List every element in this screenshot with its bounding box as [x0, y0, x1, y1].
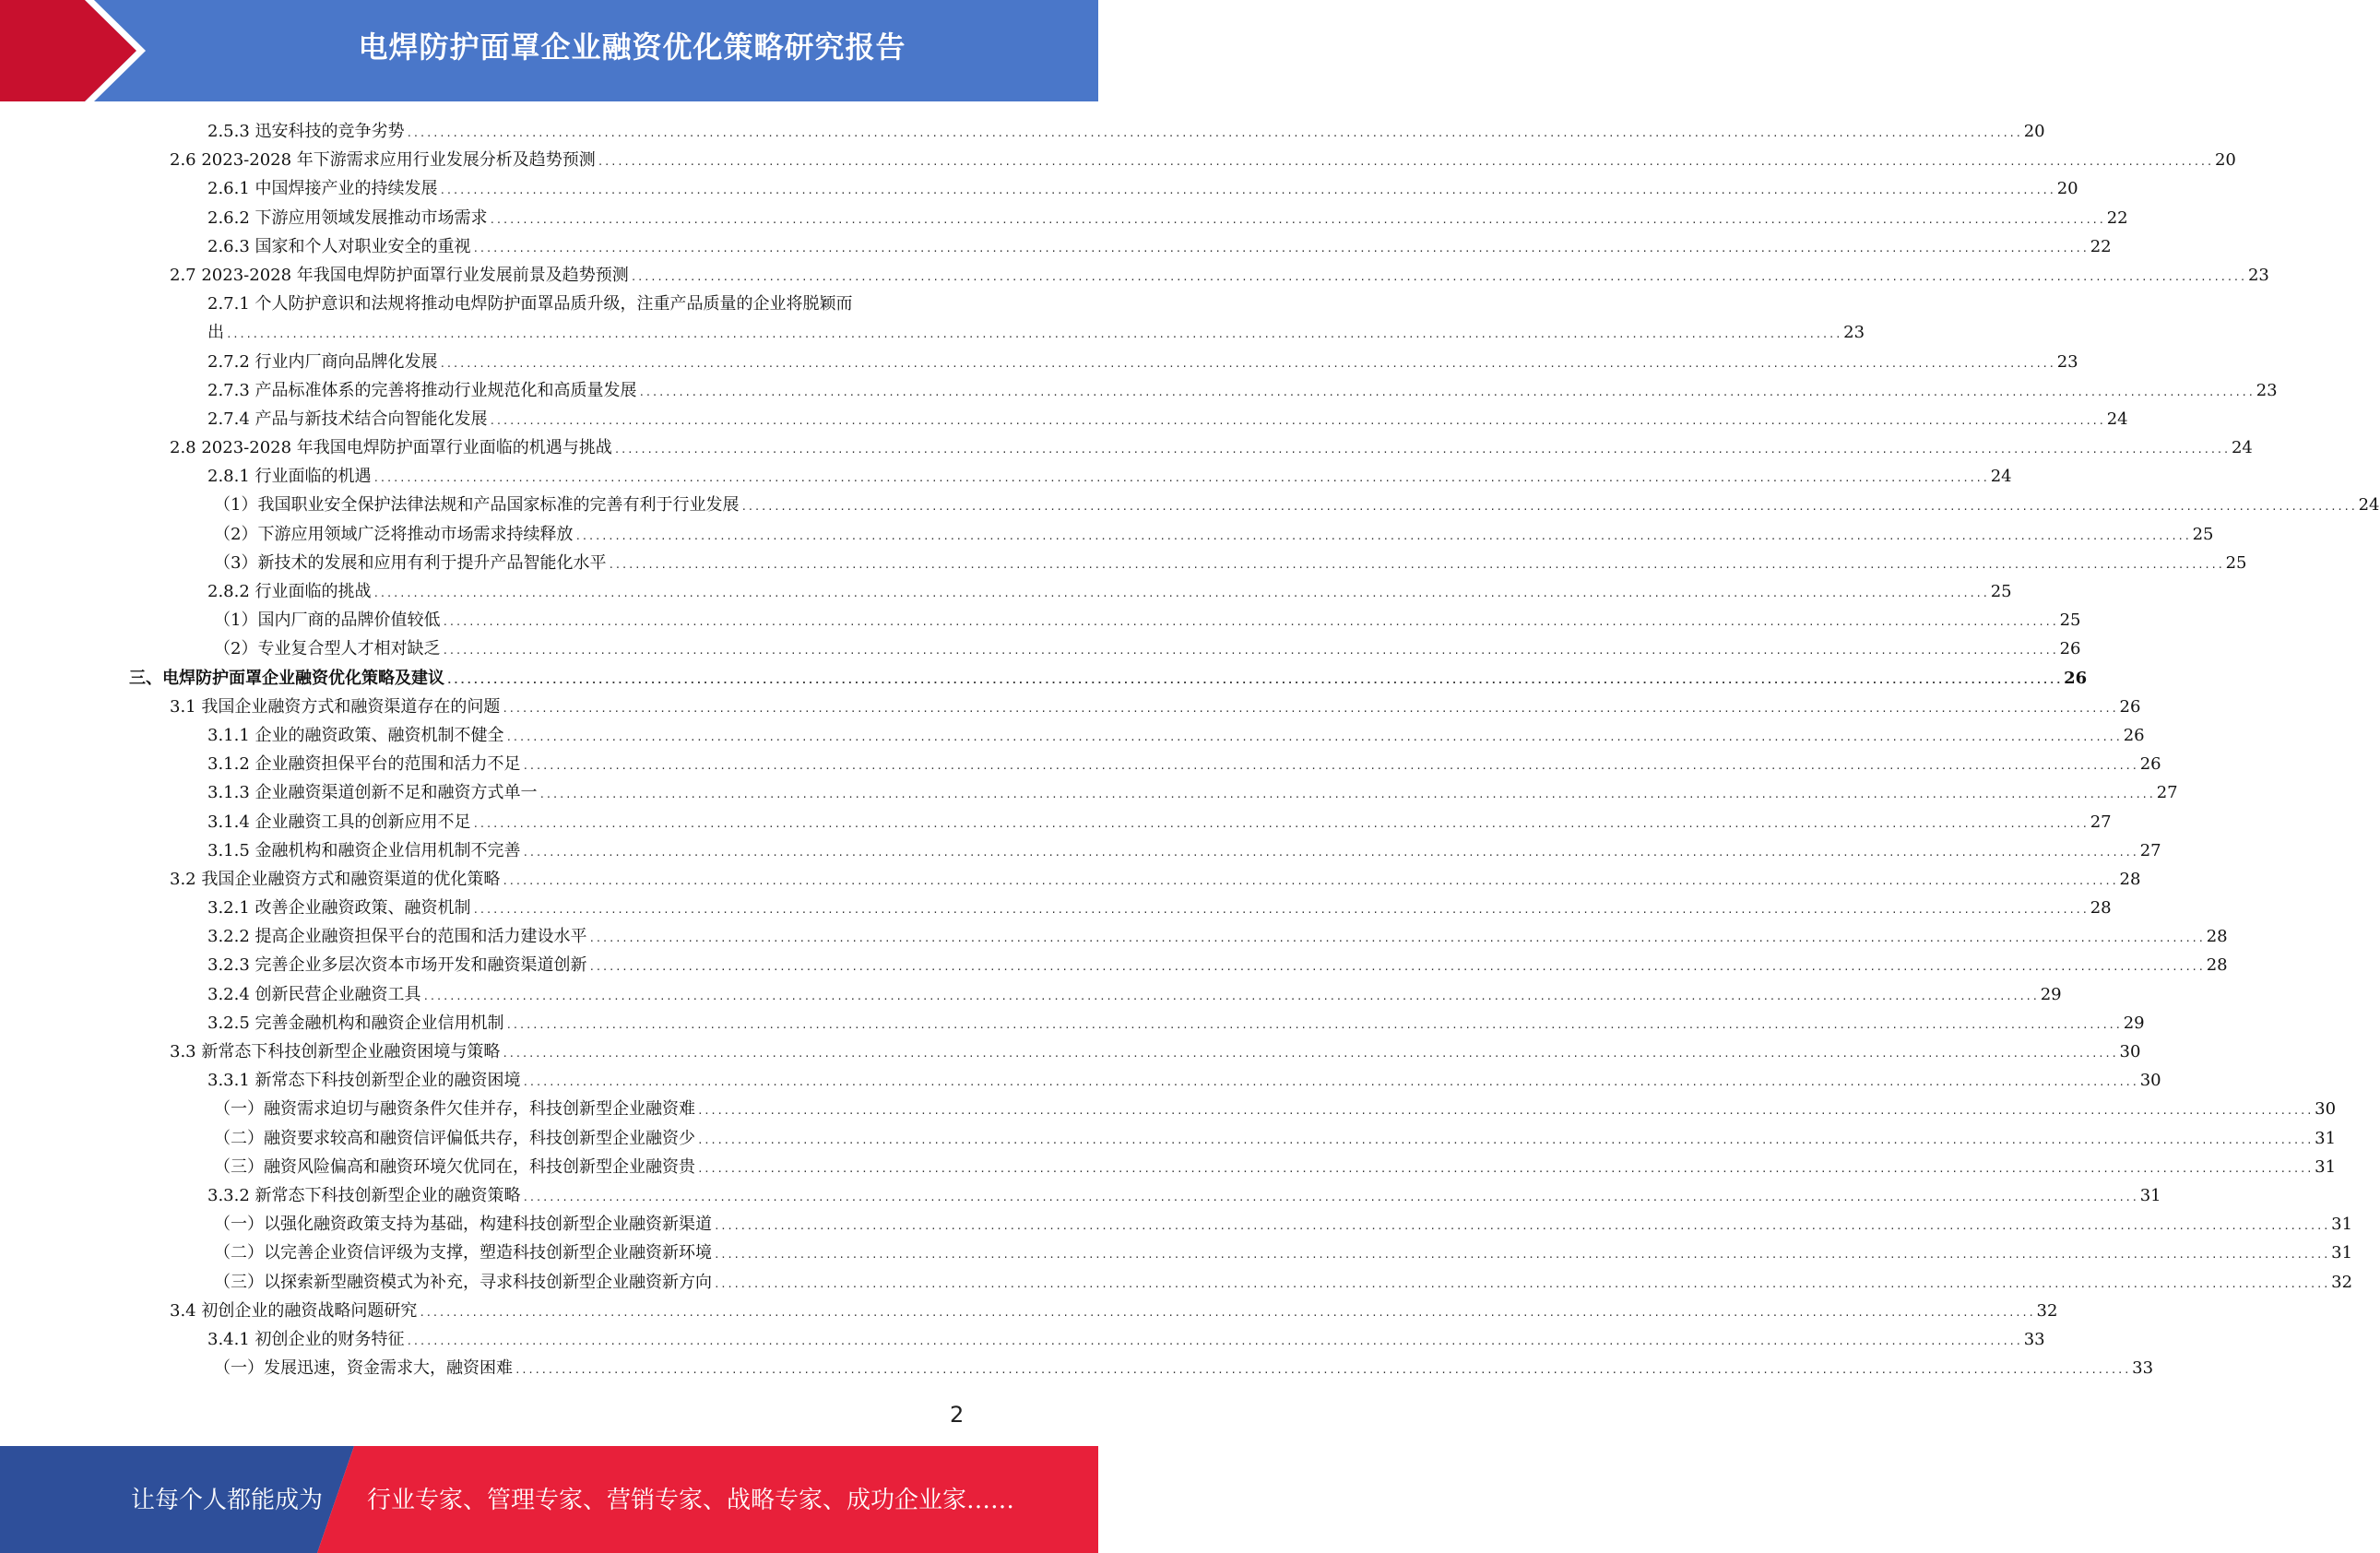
toc-entry-label: （一）融资需求迫切与融资条件欠佳并存，科技创新型企业融资难 — [214, 1099, 695, 1120]
toc-entry[interactable] — [129, 1037, 2141, 1066]
toc-page-number: 30 — [2119, 1042, 2141, 1061]
toc-dot-leader — [697, 1095, 2313, 1125]
toc-dot-leader — [473, 232, 2089, 263]
toc-page-number: 31 — [2331, 1243, 2353, 1263]
toc-page-number: 24 — [1990, 467, 2012, 487]
toc-entry-label: 2.7 2023-2028 年我国电焊防护面罩行业发展前景及趋势预测 — [170, 265, 629, 285]
toc-entry[interactable] — [129, 520, 2214, 549]
toc-dot-leader — [423, 980, 2039, 1011]
toc-entry[interactable] — [129, 836, 2161, 865]
toc-dot-leader — [515, 1354, 2130, 1384]
toc-dot-leader — [523, 750, 2138, 780]
toc-entry-label: 2.7.1 个人防护意识和法规将推动电焊防护面罩品质升级，注重产品质量的企业将脱颖而 — [207, 294, 853, 314]
toc-dot-leader — [506, 1009, 2122, 1039]
toc-dot-leader — [608, 549, 2223, 579]
toc-dot-leader — [714, 1239, 2329, 1269]
toc-dot-leader — [442, 634, 2057, 665]
toc-dot-leader — [490, 204, 2105, 234]
toc-entry[interactable] — [129, 491, 2380, 519]
toc-dot-leader — [473, 894, 2089, 924]
toc-entry-label: 3.3.1 新常态下科技创新型企业的融资困境 — [207, 1071, 521, 1091]
toc-page-number: 26 — [2119, 696, 2141, 717]
toc-entry[interactable] — [129, 348, 2078, 376]
toc-entry[interactable] — [129, 980, 2062, 1009]
toc-entry[interactable] — [129, 261, 2269, 290]
toc-entry[interactable] — [129, 951, 2228, 979]
toc-entry[interactable] — [129, 721, 2145, 750]
toc-dot-leader — [502, 1037, 2117, 1068]
toc-dot-leader — [226, 318, 1841, 349]
toc-page-number: 31 — [2331, 1215, 2353, 1235]
toc-dot-leader — [589, 922, 2205, 953]
toc-dot-leader — [614, 433, 2230, 464]
toc-dot-leader — [502, 865, 2117, 895]
toc-entry[interactable] — [129, 1297, 2058, 1325]
toc-entry[interactable] — [129, 1268, 2353, 1297]
toc-entry-label: 2.6.3 国家和个人对职业安全的重视 — [207, 236, 471, 256]
toc-entry-label: 3.3.2 新常态下科技创新型企业的融资策略 — [207, 1185, 521, 1205]
toc-entry[interactable] — [129, 1354, 2154, 1382]
toc-entry-label: （2）下游应用领域广泛将推动市场需求持续释放 — [214, 524, 574, 544]
toc-entry-label: 3.1.3 企业融资渠道创新不足和融资方式单一 — [207, 783, 538, 803]
toc-page-number: 26 — [2139, 754, 2161, 775]
toc-entry[interactable] — [129, 1325, 2045, 1354]
toc-page-number: 25 — [2225, 552, 2247, 573]
toc-entry[interactable] — [129, 808, 2112, 836]
toc-entry[interactable] — [129, 1124, 2337, 1153]
toc-dot-leader — [419, 1297, 2034, 1327]
toc-entry[interactable] — [129, 232, 2112, 261]
toc-entry-label: 3.4.1 初创企业的财务特征 — [207, 1329, 405, 1349]
toc-dot-leader — [714, 1210, 2329, 1240]
toc-entry[interactable] — [129, 894, 2112, 922]
toc-page-number: 31 — [2315, 1156, 2337, 1177]
toc-entry[interactable] — [129, 1210, 2353, 1239]
toc-entry[interactable] — [129, 634, 2081, 663]
toc-page-number: 25 — [2059, 611, 2081, 631]
toc-entry-label: 3.1 我国企业融资方式和融资渠道存在的问题 — [170, 696, 501, 717]
toc-entry[interactable] — [129, 549, 2247, 577]
toc-entry[interactable] — [129, 922, 2228, 951]
toc-page-number: 27 — [2156, 783, 2178, 803]
toc-dot-leader — [631, 261, 2246, 291]
toc-dot-leader — [574, 520, 2190, 551]
toc-entry[interactable] — [129, 204, 2128, 232]
toc-page-number: 25 — [2192, 524, 2214, 544]
toc-entry-label: （一）发展迅速，资金需求大，融资困难 — [214, 1358, 513, 1379]
toc-dot-leader — [373, 462, 1989, 492]
header-title: 电焊防护面罩企业融资优化策略研究报告 — [358, 30, 906, 65]
toc-entry-label: （1）国内厂商的品牌价值较低 — [214, 611, 441, 631]
toc-entry[interactable] — [129, 405, 2128, 433]
toc-entry-label: 出 — [207, 323, 224, 343]
toc-entry[interactable] — [129, 606, 2081, 634]
toc-dot-leader — [697, 1124, 2313, 1155]
toc-dot-leader — [490, 405, 2105, 435]
toc-page-number: 22 — [2106, 207, 2128, 228]
toc-page-number: 20 — [2056, 179, 2078, 199]
toc-entry-label: 3.2.4 创新民营企业融资工具 — [207, 984, 421, 1004]
toc-entry[interactable] — [129, 376, 2278, 405]
toc-page-number: 23 — [2256, 380, 2278, 400]
toc-entry-label: 3.1.4 企业融资工具的创新应用不足 — [207, 812, 471, 832]
toc-page-number: 24 — [2358, 495, 2380, 516]
toc-entry-label: 2.8.2 行业面临的挑战 — [207, 582, 372, 601]
toc-dot-leader — [440, 174, 2055, 205]
toc-entry-label: 2.7.2 行业内厂商向品牌化发展 — [207, 351, 438, 372]
toc-dot-leader — [407, 117, 2022, 148]
toc-dot-leader — [714, 1268, 2329, 1298]
toc-page-number: 33 — [2132, 1358, 2154, 1379]
toc-entry-label: 3.2 我国企业融资方式和融资渠道的优化策略 — [170, 869, 501, 889]
toc-entry-label: 3.2.2 提高企业融资担保平台的范围和活力建设水平 — [207, 927, 587, 947]
toc-entry[interactable] — [129, 664, 2088, 693]
toc-dot-leader — [473, 808, 2089, 838]
toc-dot-leader — [523, 1181, 2138, 1212]
toc-page-number: 27 — [2090, 812, 2112, 832]
toc-dot-leader — [523, 1066, 2138, 1097]
toc-entry[interactable] — [129, 1066, 2161, 1095]
toc-page-number: 29 — [2040, 984, 2062, 1004]
toc-entry-label: 2.6.1 中国焊接产业的持续发展 — [207, 179, 438, 199]
toc-entry-label: 3.1.2 企业融资担保平台的范围和活力不足 — [207, 754, 521, 775]
toc-entry[interactable] — [129, 750, 2161, 778]
toc-entry[interactable] — [129, 146, 2236, 174]
toc-page-number: 28 — [2119, 869, 2141, 889]
toc-page-number: 31 — [2139, 1185, 2161, 1205]
toc-entry-label: （1）我国职业安全保护法律法规和产品国家标准的完善有利于行业发展 — [214, 495, 740, 516]
toc-page-number: 28 — [2090, 898, 2112, 919]
toc-entry-label: 3.3 新常态下科技创新型企业融资困境与策略 — [170, 1042, 501, 1061]
page-number: 2 — [950, 1402, 965, 1428]
page-header — [0, 0, 1098, 101]
toc-page-number: 20 — [2214, 150, 2236, 171]
toc-entry[interactable] — [129, 577, 2012, 606]
toc-dot-leader — [502, 693, 2117, 723]
toc-page-number: 24 — [2106, 409, 2128, 429]
toc-entry[interactable] — [129, 433, 2253, 462]
table-of-contents — [129, 117, 2380, 1382]
toc-entry[interactable] — [129, 117, 2045, 146]
toc-page-number: 28 — [2206, 927, 2228, 947]
toc-entry-label: （二）以完善企业资信评级为支撑，塑造科技创新型企业融资新环境 — [214, 1243, 712, 1263]
toc-entry-label: （3）新技术的发展和应用有利于提升产品智能化水平 — [214, 552, 607, 573]
toc-entry-label: 3.2.1 改善企业融资政策、融资机制 — [207, 898, 471, 919]
toc-entry-label: （三）以探索新型融资模式为补充，寻求科技创新型企业融资新方向 — [214, 1272, 712, 1292]
toc-entry[interactable] — [129, 1009, 2145, 1037]
toc-dot-leader — [539, 778, 2155, 809]
toc-dot-leader — [697, 1153, 2313, 1183]
toc-entry[interactable] — [129, 778, 2178, 807]
toc-page-number: 26 — [2059, 639, 2081, 659]
toc-entry[interactable] — [129, 462, 2012, 491]
toc-entry-label: 3.1.1 企业的融资政策、融资机制不健全 — [207, 725, 504, 745]
toc-entry[interactable] — [129, 318, 1865, 347]
toc-page-number: 32 — [2331, 1272, 2353, 1292]
toc-entry-label: （2）专业复合型人才相对缺乏 — [214, 639, 441, 659]
toc-page-number: 33 — [2023, 1329, 2045, 1349]
page-footer — [0, 1446, 1098, 1553]
toc-dot-leader — [442, 606, 2057, 636]
toc-entry-label: （一）以强化融资政策支持为基础，构建科技创新型企业融资新渠道 — [214, 1215, 712, 1235]
toc-page-number: 29 — [2123, 1013, 2145, 1033]
toc-dot-leader — [373, 577, 1989, 608]
toc-dot-leader — [598, 146, 2213, 176]
toc-entry-label: 2.6.2 下游应用领域发展推动市场需求 — [207, 207, 488, 228]
toc-page-number: 23 — [1843, 323, 1865, 343]
toc-page-number: 30 — [2315, 1099, 2337, 1120]
toc-dot-leader — [589, 951, 2205, 981]
toc-entry-label: （二）融资要求较高和融资信评偏低共存，科技创新型企业融资少 — [214, 1128, 695, 1148]
toc-entry[interactable] — [129, 693, 2141, 721]
toc-entry-label: 3.4 初创企业的融资战略问题研究 — [170, 1300, 418, 1321]
toc-entry-label: （三）融资风险偏高和融资环境欠优同在，科技创新型企业融资贵 — [214, 1156, 695, 1177]
footer-slogan-right: 行业专家、管理专家、营销专家、战略专家、成功企业家…… — [367, 1487, 1015, 1514]
toc-dot-leader — [440, 348, 2055, 378]
toc-page-number: 28 — [2206, 955, 2228, 976]
toc-entry-label: 三、电焊防护面罩企业融资优化策略及建议 — [129, 668, 444, 688]
footer-slogan-left: 让每个人都能成为 — [131, 1487, 324, 1514]
toc-page-number: 26 — [2123, 725, 2145, 745]
toc-entry-label: 2.7.4 产品与新技术结合向智能化发展 — [207, 409, 488, 429]
toc-entry[interactable] — [129, 174, 2078, 203]
toc-entry[interactable] — [129, 1153, 2337, 1181]
toc-page-number: 31 — [2315, 1128, 2337, 1148]
toc-entry-label: 2.5.3 迅安科技的竞争劣势 — [207, 122, 405, 141]
toc-page-number: 23 — [2056, 351, 2078, 372]
toc-entry[interactable] — [129, 1181, 2161, 1210]
toc-entry-label: 3.2.5 完善金融机构和融资企业信用机制 — [207, 1013, 504, 1033]
toc-page-number: 23 — [2247, 265, 2269, 285]
toc-entry-label: 2.8 2023-2028 年我国电焊防护面罩行业面临的机遇与挑战 — [170, 438, 612, 458]
toc-page-number: 26 — [2064, 668, 2088, 688]
toc-entry[interactable] — [129, 1239, 2353, 1267]
toc-entry-label: 3.1.5 金融机构和融资企业信用机制不完善 — [207, 840, 521, 860]
toc-entry-label: 3.2.3 完善企业多层次资本市场开发和融资渠道创新 — [207, 955, 587, 976]
toc-page-number: 27 — [2139, 840, 2161, 860]
toc-dot-leader — [407, 1325, 2022, 1356]
toc-entry-label: 2.6 2023-2028 年下游需求应用行业发展分析及趋势预测 — [170, 150, 596, 171]
toc-entry-label: 2.7.3 产品标准体系的完善将推动行业规范化和高质量发展 — [207, 380, 637, 400]
toc-dot-leader — [523, 836, 2138, 867]
toc-dot-leader — [740, 491, 2356, 521]
toc-page-number: 25 — [1990, 582, 2012, 601]
toc-entry-label: 2.8.1 行业面临的机遇 — [207, 467, 372, 487]
toc-dot-leader — [506, 721, 2122, 752]
toc-dot-leader — [446, 664, 2062, 694]
toc-page-number: 24 — [2231, 438, 2253, 458]
toc-dot-leader — [639, 376, 2255, 407]
toc-entry[interactable] — [129, 1095, 2337, 1123]
toc-page-number: 32 — [2036, 1300, 2058, 1321]
toc-entry[interactable] — [129, 865, 2141, 894]
toc-page-number: 20 — [2023, 122, 2045, 141]
toc-page-number: 30 — [2139, 1071, 2161, 1091]
toc-page-number: 22 — [2090, 236, 2112, 256]
